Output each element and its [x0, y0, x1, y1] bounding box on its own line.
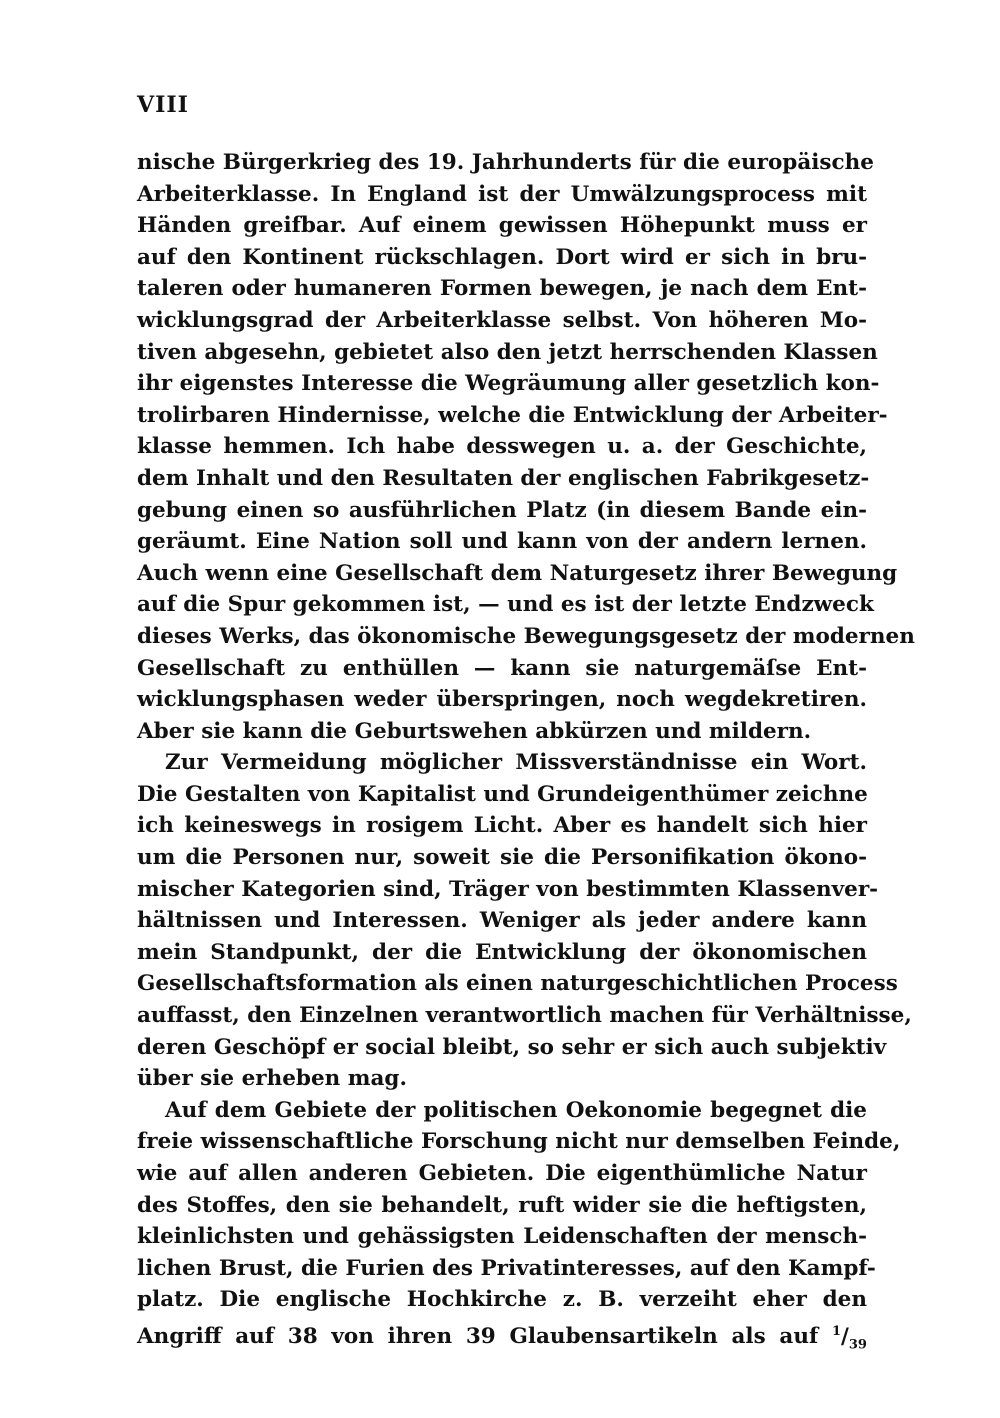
text-line-content: mein Standpunkt, der die Entwicklung der ökonomischen: [137, 939, 867, 965]
text-line-content: über sie erheben mag.: [137, 1066, 407, 1092]
text-line: [137, 842, 867, 874]
text-line-content: auf die Spur gekommen ist, — und es ist der letzte Endzweck: [137, 592, 874, 618]
text-line: [137, 1284, 867, 1316]
text-line: [137, 1221, 867, 1253]
text-line-content: gebung einen so ausführlichen Platz (in diesem Bande ein-: [137, 497, 867, 523]
text-line-content: Auf dem Gebiete der politischen Oekonomie begegnet die: [165, 1097, 867, 1123]
text-line-content: um die Personen nur, soweit sie die Personifikation ökono-: [137, 845, 867, 871]
text-line: [137, 1095, 867, 1127]
text-line-content: taleren oder humaneren Formen bewegen, je nach dem Ent-: [137, 276, 867, 302]
fraction-numerator: 1: [831, 1323, 842, 1339]
text-line-content: tiven abgesehn, gebietet also den jetzt herrschenden Klassen: [137, 339, 878, 365]
text-line: [137, 1000, 912, 1032]
text-line-content: lichen Brust, die Furien des Privatinteresses, auf den Kampf-: [137, 1255, 876, 1281]
text-line: [137, 779, 867, 811]
text-line: [137, 905, 867, 937]
text-line-content: Händen greifbar. Auf einem gewissen Höhepunkt muss er: [137, 213, 867, 239]
text-line: [137, 810, 867, 842]
text-line: [137, 463, 870, 495]
text-line-content: Arbeiterklasse. In England ist der Umwälzungsprocess mit: [137, 181, 867, 207]
text-line-content: geräumt. Eine Nation soll und kann von der andern lernen.: [137, 529, 867, 555]
text-line: [137, 1032, 887, 1064]
text-line: [137, 337, 878, 369]
body-text: [137, 147, 915, 1353]
text-line: [137, 400, 888, 432]
text-line-content: wicklungsphasen weder überspringen, noch wegdekretiren.: [137, 687, 867, 713]
text-line-content: auffasst, den Einzelnen verantwortlich machen für Verhältnisse,: [137, 1003, 912, 1029]
text-line-content: Zur Vermeidung möglicher Missverständnisse ein Wort.: [165, 750, 867, 776]
text-line: [137, 1316, 867, 1353]
text-line: [137, 1158, 867, 1190]
text-line: [137, 874, 879, 906]
text-line-content: deren Geschöpf er social bleibt, so sehr er sich auch subjektiv: [137, 1034, 887, 1060]
text-line: [137, 368, 880, 400]
text-line-content: Aber sie kann die Geburtswehen abkürzen und mildern.: [137, 718, 812, 744]
text-line: [137, 179, 867, 211]
text-line: [137, 1253, 876, 1285]
text-line: [137, 621, 915, 653]
text-line: [137, 431, 867, 463]
text-line-content: kleinlichsten und gehässigsten Leidenschaften der mensch-: [137, 1224, 867, 1250]
text-line-content: auf den Kontinent rückschlagen. Dort wird er sich in bru-: [137, 244, 867, 270]
text-line: [137, 558, 898, 590]
text-line-content: platz. Die englische Hochkirche z. B. verzeiht eher den: [137, 1287, 867, 1313]
text-line-content: Angriff auf 38 von ihren 39 Glaubensartikeln als auf: [137, 1324, 819, 1350]
text-line: [137, 716, 867, 748]
text-line-content: Auch wenn eine Gesellschaft dem Naturgesetz ihrer Bewegung: [137, 560, 898, 586]
text-line-content: dem Inhalt und den Resultaten der englischen Fabrikgesetz-: [137, 465, 870, 491]
text-line: [137, 147, 874, 179]
text-line-content: nische Bürgerkrieg des 19. Jahrhunderts für die europäische: [137, 150, 874, 175]
text-line-content: Gesellschaft zu enthüllen — kann sie naturgemäſse Ent-: [137, 655, 867, 681]
text-line: [137, 968, 898, 1000]
text-line: [137, 653, 867, 685]
text-line: [137, 210, 867, 242]
fraction-slash: /: [841, 1324, 849, 1350]
text-line: [137, 1190, 867, 1222]
text-line: [137, 937, 867, 969]
text-line-content: mischer Kategorien sind, Träger von bestimmten Klassenver-: [137, 876, 879, 902]
text-line-content: wicklungsgrad der Arbeiterklasse selbst. Von höheren Mo-: [137, 307, 867, 333]
text-line: [137, 242, 867, 274]
text-line-content: Gesellschaftsformation als einen naturgeschichtlichen Process: [137, 971, 898, 997]
fraction-denominator: 39: [848, 1337, 867, 1353]
text-line-content: klasse hemmen. Ich habe desswegen u. a. der Geschichte,: [137, 434, 867, 460]
text-line-content: trolirbaren Hindernisse, welche die Entwicklung der Arbeiter-: [137, 402, 888, 428]
fraction: [831, 1323, 867, 1353]
text-line: [137, 495, 867, 527]
text-line: [137, 1126, 901, 1158]
page-number: VIII: [137, 92, 189, 118]
text-line-content: Die Gestalten von Kapitalist und Grundeigenthümer zeichne: [137, 781, 868, 807]
text-line: [137, 589, 874, 621]
text-line-content: dieses Werks, das ökonomische Bewegungsgesetz der modernen: [137, 623, 915, 649]
text-line-content: ihr eigenstes Interesse die Wegräumung aller gesetzlich kon-: [137, 371, 880, 397]
text-line: [137, 684, 867, 716]
text-line: [137, 747, 867, 779]
text-line-content: hältnissen und Interessen. Weniger als jeder andere kann: [137, 908, 867, 934]
text-line: [137, 305, 867, 337]
text-line-content: des Stoffes, den sie behandelt, ruft wider sie die heftigsten,: [137, 1192, 867, 1218]
text-line-content: wie auf allen anderen Gebieten. Die eigenthümliche Natur: [137, 1161, 867, 1186]
text-line: [137, 526, 867, 558]
text-line-content: ich keineswegs in rosigem Licht. Aber es handelt sich hier: [137, 813, 867, 839]
text-line: [137, 273, 867, 305]
text-line-content: freie wissenschaftliche Forschung nicht nur demselben Feinde,: [137, 1129, 901, 1155]
text-line: [137, 1063, 867, 1095]
